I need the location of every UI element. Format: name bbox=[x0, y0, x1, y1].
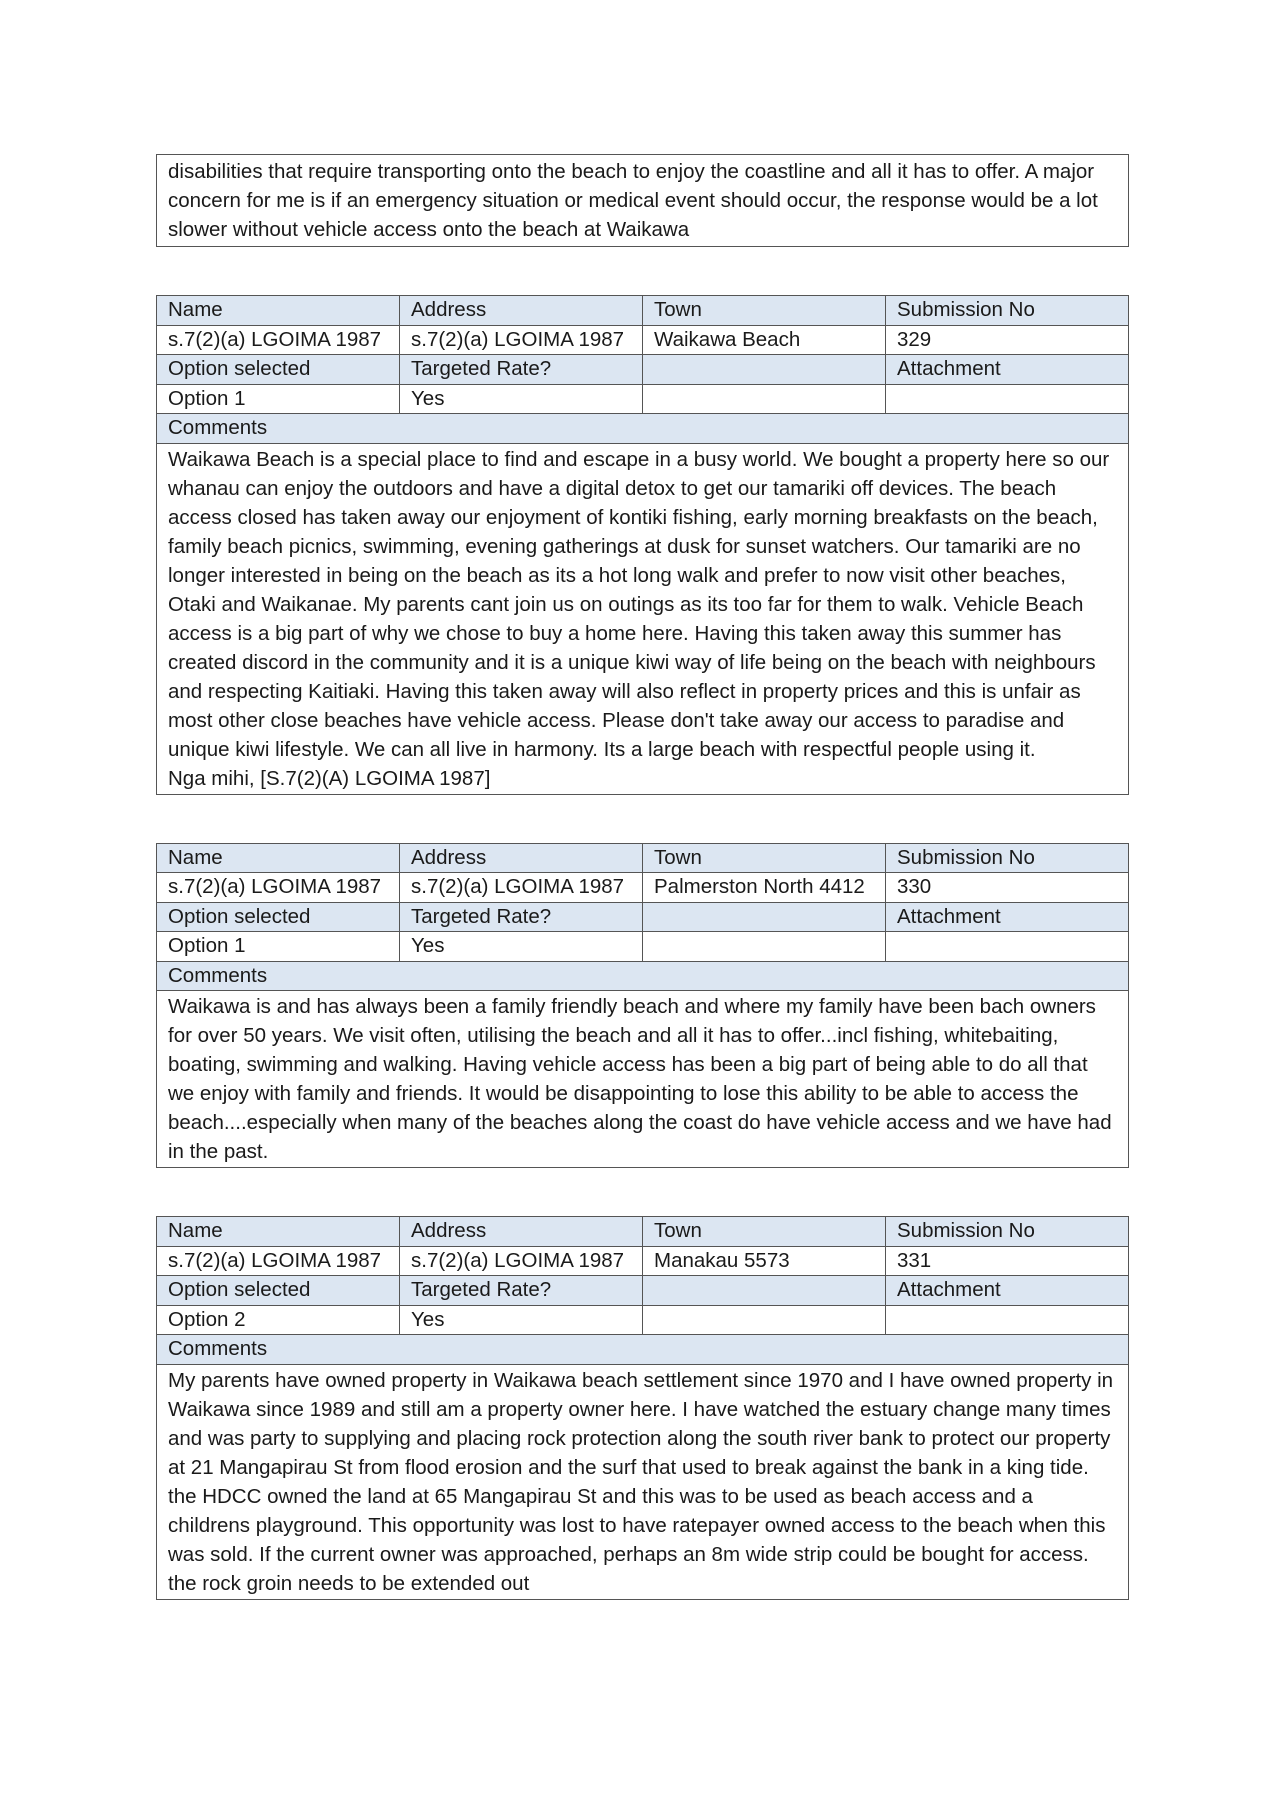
comments-text: Waikawa is and has always been a family friendly beach and where my family have been bach owners for over 50 years. We visit often, utilising the beach and all it has to offer...incl fishing, whitebaiting, boating, swimming and walking. Having vehicle access has been a big part of being able to do all that we enjoy with family and friends. It would be disappointing to lose this ability to be able to access the beach....especially when many of the beaches along the coast do have vehicle access and we have had in the past. bbox=[157, 991, 1129, 1168]
address-value: s.7(2)(a) LGOIMA 1987 bbox=[400, 325, 643, 355]
comments-label: Comments bbox=[157, 414, 1129, 444]
details-row bbox=[157, 873, 1129, 903]
town-label: Town bbox=[643, 296, 886, 326]
attachment-value bbox=[886, 384, 1129, 414]
empty-header-cell bbox=[643, 902, 886, 932]
submission-table-329 bbox=[156, 295, 1129, 795]
option-row bbox=[157, 1305, 1129, 1335]
option-row bbox=[157, 932, 1129, 962]
submission-no-label: Submission No bbox=[886, 843, 1129, 873]
attachment-label: Attachment bbox=[886, 902, 1129, 932]
comments-row bbox=[157, 991, 1129, 1168]
submission-no-value: 330 bbox=[886, 873, 1129, 903]
option-header-row bbox=[157, 355, 1129, 385]
town-label: Town bbox=[643, 1217, 886, 1247]
attachment-value bbox=[886, 932, 1129, 962]
name-label: Name bbox=[157, 843, 400, 873]
targeted-rate-value: Yes bbox=[400, 932, 643, 962]
document-page bbox=[156, 154, 1129, 1600]
town-label: Town bbox=[643, 843, 886, 873]
address-value: s.7(2)(a) LGOIMA 1987 bbox=[400, 1246, 643, 1276]
header-row bbox=[157, 843, 1129, 873]
option-header-row bbox=[157, 902, 1129, 932]
option-value: Option 1 bbox=[157, 932, 400, 962]
empty-header-cell bbox=[643, 355, 886, 385]
comments-text: Waikawa Beach is a special place to find and escape in a busy world. We bought a property here so our whanau can enjoy the outdoors and have a digital detox to get our tamariki off devices. The beach access closed has taken away our enjoyment of kontiki fishing, early morning breakfasts on the beach, family beach picnics, swimming, evening gatherings at dusk for sunset watchers. Our tamariki are no longer interested in being on the beach as its a hot long walk and prefer to now visit other beaches, Otaki and Waikanae. My parents cant join us on outings as its too far for them to walk. Vehicle Beach access is a big part of why we chose to buy a home here. Having this taken away this summer has created discord in the community and it is a unique kiwi way of life being on the beach with neighbours and respecting Kaitiaki. Having this taken away will also reflect in property prices and this is unfair as most other close beaches have vehicle access. Please don't take away our access to paradise and unique kiwi lifestyle. We can all live in harmony. Its a large beach with respectful people using it. Nga mihi, [S.7(2)(A) LGOIMA 1987] bbox=[157, 443, 1129, 794]
details-row bbox=[157, 1246, 1129, 1276]
header-row bbox=[157, 1217, 1129, 1247]
empty-header-cell bbox=[643, 1276, 886, 1306]
option-selected-label: Option selected bbox=[157, 1276, 400, 1306]
continued-comment-text: disabilities that require transporting onto the beach to enjoy the coastline and all it has to offer. A major concern for me is if an emergency situation or medical event should occur, the response would be a lot slower without vehicle access onto the beach at Waikawa bbox=[168, 160, 1098, 241]
name-label: Name bbox=[157, 296, 400, 326]
targeted-rate-label: Targeted Rate? bbox=[400, 1276, 643, 1306]
comments-header-row bbox=[157, 414, 1129, 444]
comments-header-row bbox=[157, 961, 1129, 991]
comments-text: My parents have owned property in Waikawa beach settlement since 1970 and I have owned property in Waikawa since 1989 and still am a property owner here. I have watched the estuary change many times and was party to supplying and placing rock protection along the south river bank to protect our property at 21 Mangapirau St from flood erosion and the surf that used to break against the bank in a king tide. the HDCC owned the land at 65 Mangapirau St and this was to be used as beach access and a childrens playground. This opportunity was lost to have ratepayer owned access to the beach when this was sold. If the current owner was approached, perhaps an 8m wide strip could be bought for access. the rock groin needs to be extended out bbox=[157, 1364, 1129, 1599]
option-header-row bbox=[157, 1276, 1129, 1306]
submission-no-label: Submission No bbox=[886, 1217, 1129, 1247]
name-value: s.7(2)(a) LGOIMA 1987 bbox=[157, 873, 400, 903]
targeted-rate-label: Targeted Rate? bbox=[400, 902, 643, 932]
submission-table-330 bbox=[156, 843, 1129, 1169]
empty-cell bbox=[643, 1305, 886, 1335]
option-value: Option 2 bbox=[157, 1305, 400, 1335]
town-value: Waikawa Beach bbox=[643, 325, 886, 355]
option-selected-label: Option selected bbox=[157, 902, 400, 932]
empty-cell bbox=[643, 384, 886, 414]
option-selected-label: Option selected bbox=[157, 355, 400, 385]
header-row bbox=[157, 296, 1129, 326]
address-value: s.7(2)(a) LGOIMA 1987 bbox=[400, 873, 643, 903]
town-value: Manakau 5573 bbox=[643, 1246, 886, 1276]
submission-no-value: 329 bbox=[886, 325, 1129, 355]
name-value: s.7(2)(a) LGOIMA 1987 bbox=[157, 1246, 400, 1276]
empty-cell bbox=[643, 932, 886, 962]
continued-comment-block bbox=[156, 154, 1129, 247]
attachment-label: Attachment bbox=[886, 1276, 1129, 1306]
submission-no-label: Submission No bbox=[886, 296, 1129, 326]
address-label: Address bbox=[400, 843, 643, 873]
targeted-rate-value: Yes bbox=[400, 384, 643, 414]
address-label: Address bbox=[400, 296, 643, 326]
comments-row bbox=[157, 1364, 1129, 1599]
comments-header-row bbox=[157, 1335, 1129, 1365]
name-label: Name bbox=[157, 1217, 400, 1247]
name-value: s.7(2)(a) LGOIMA 1987 bbox=[157, 325, 400, 355]
attachment-label: Attachment bbox=[886, 355, 1129, 385]
comments-label: Comments bbox=[157, 961, 1129, 991]
attachment-value bbox=[886, 1305, 1129, 1335]
targeted-rate-value: Yes bbox=[400, 1305, 643, 1335]
comments-label: Comments bbox=[157, 1335, 1129, 1365]
option-row bbox=[157, 384, 1129, 414]
targeted-rate-label: Targeted Rate? bbox=[400, 355, 643, 385]
comments-row bbox=[157, 443, 1129, 794]
details-row bbox=[157, 325, 1129, 355]
submission-no-value: 331 bbox=[886, 1246, 1129, 1276]
submission-table-331 bbox=[156, 1216, 1129, 1600]
address-label: Address bbox=[400, 1217, 643, 1247]
option-value: Option 1 bbox=[157, 384, 400, 414]
town-value: Palmerston North 4412 bbox=[643, 873, 886, 903]
